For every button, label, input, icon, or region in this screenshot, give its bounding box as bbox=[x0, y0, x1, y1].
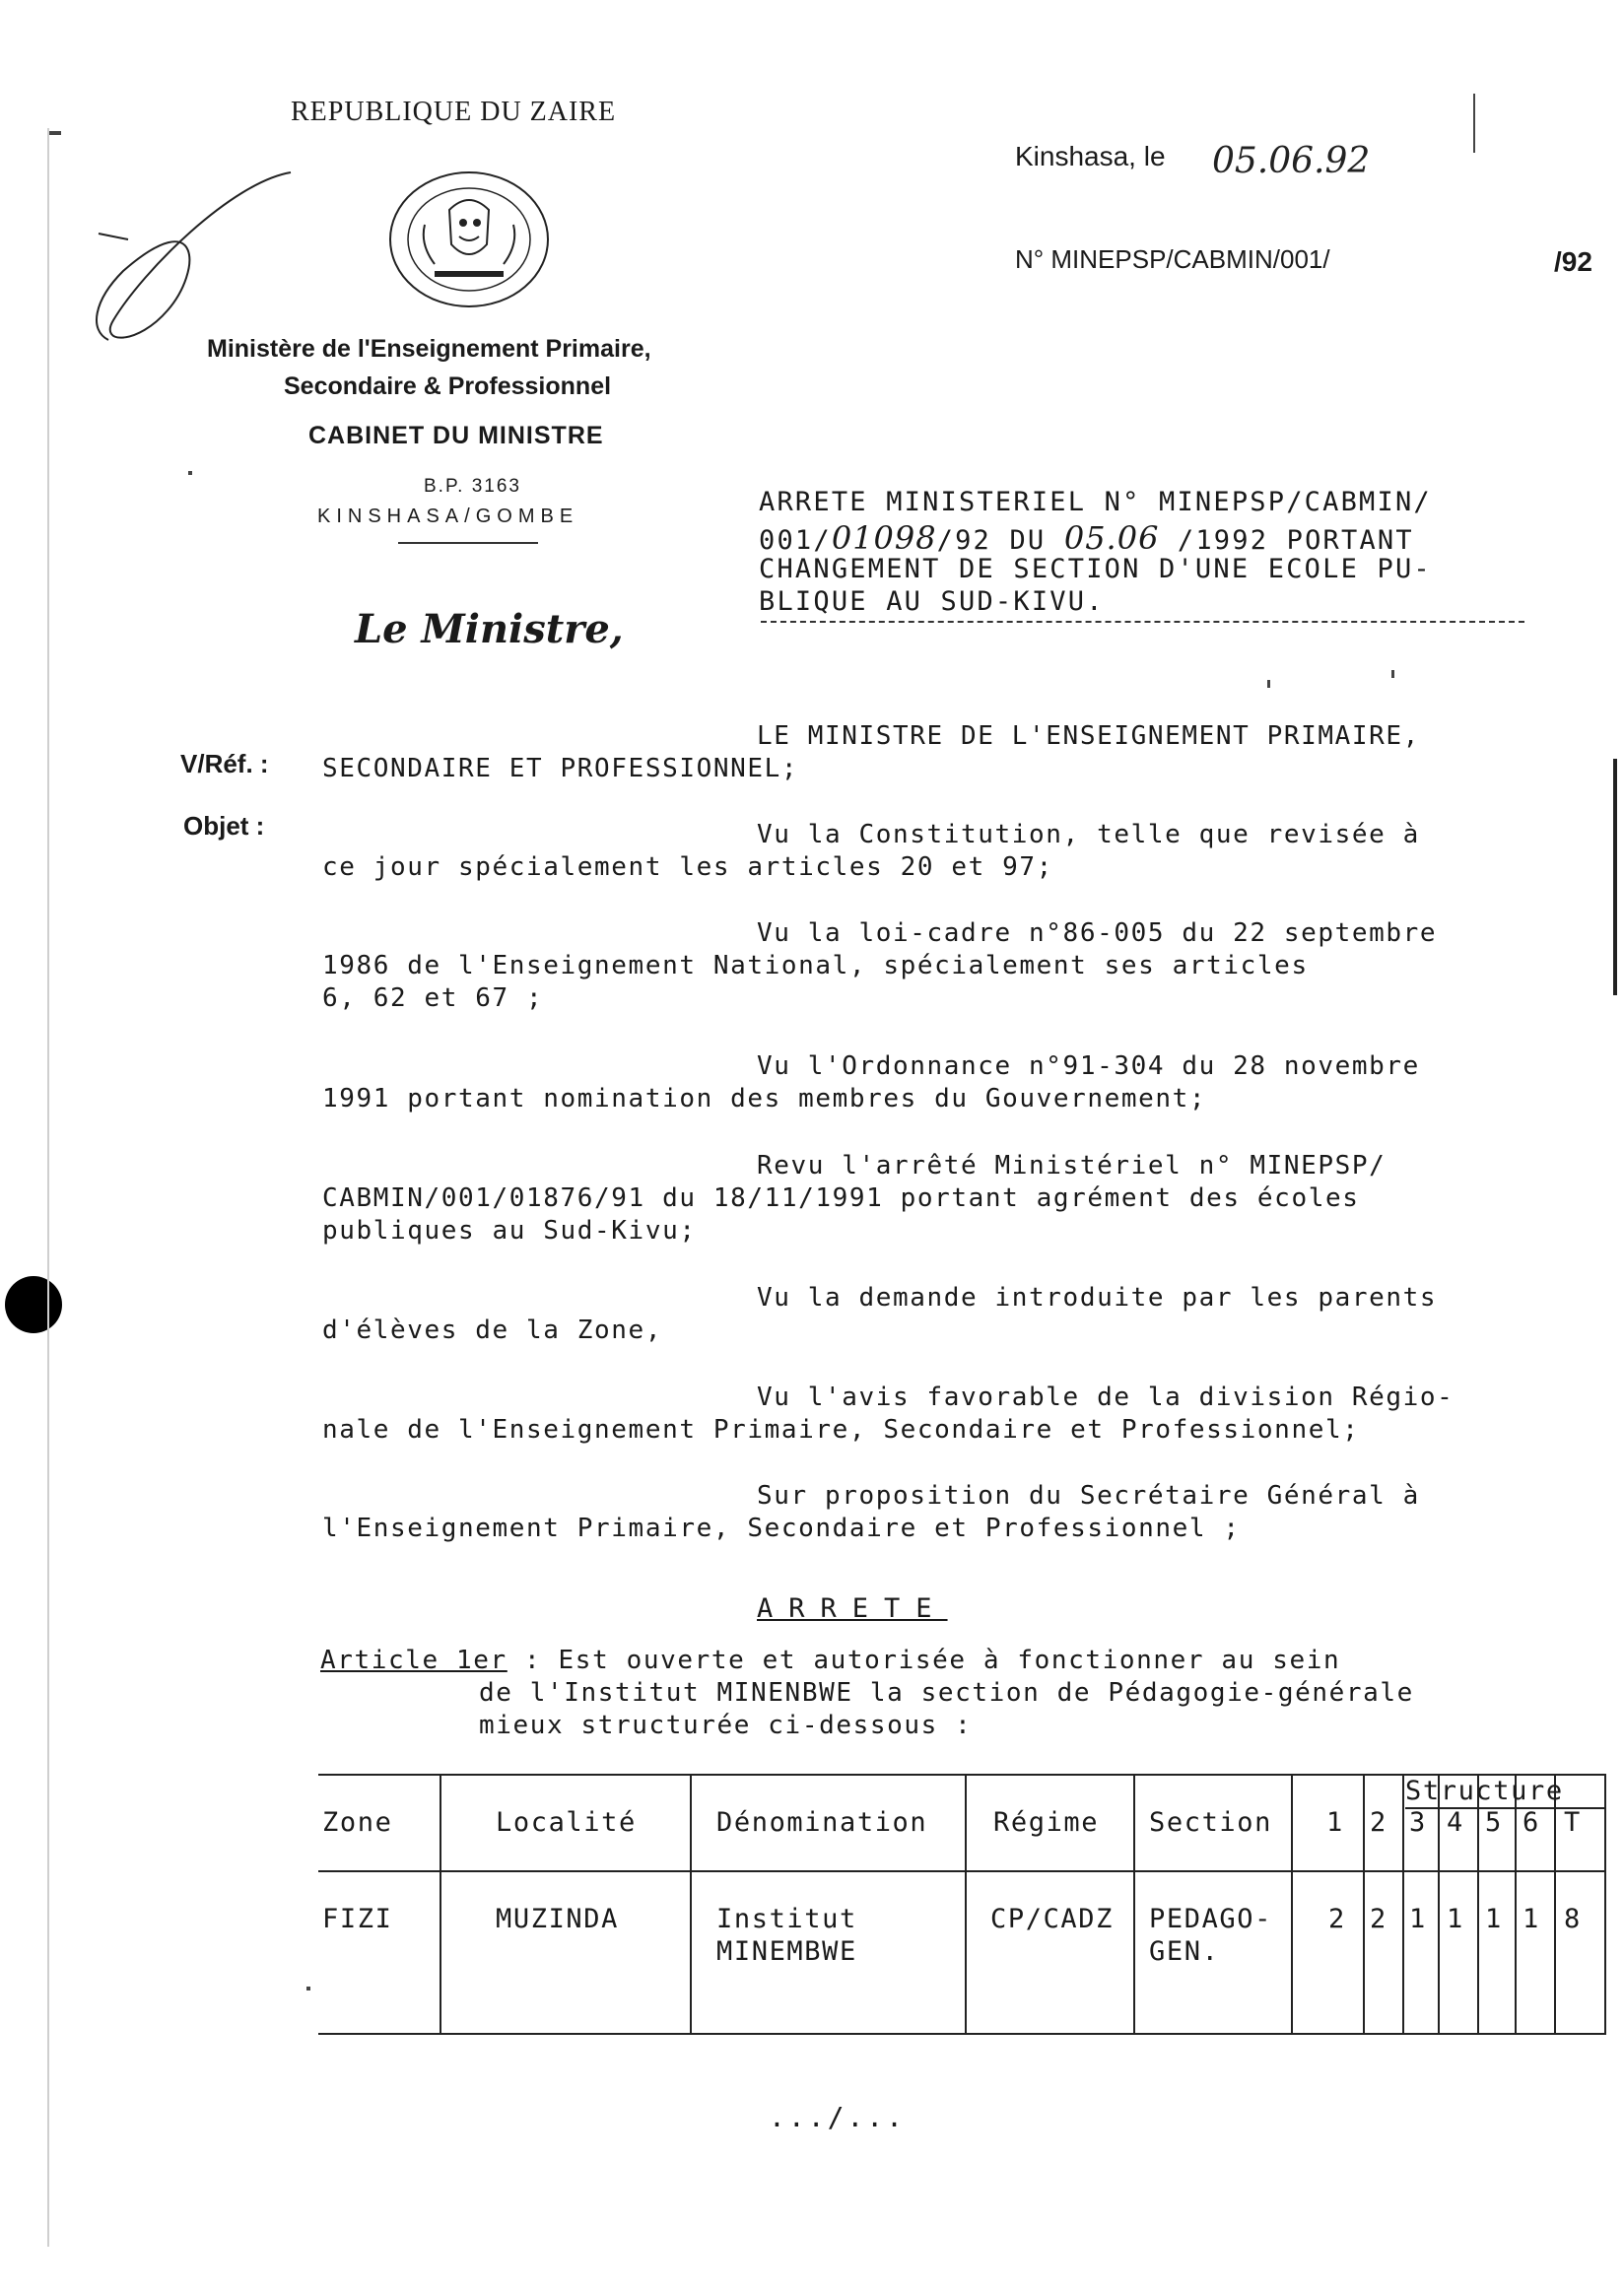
scan-speck bbox=[188, 471, 192, 475]
republic-heading: REPUBLIQUE DU ZAIRE bbox=[291, 97, 617, 127]
cell-year-2: 2 bbox=[1370, 1904, 1387, 1934]
date-handwritten: 05.06.92 bbox=[1212, 141, 1371, 181]
title-line4: BLIQUE AU SUD-KIVU. bbox=[759, 586, 1105, 617]
header-year-2: 2 bbox=[1370, 1807, 1387, 1838]
scan-speck bbox=[47, 131, 61, 135]
header-localite: Localité bbox=[496, 1807, 637, 1838]
punch-hole-mark bbox=[5, 1276, 62, 1333]
body-line: Vu la demande introduite par les parents bbox=[757, 1283, 1438, 1313]
header-regime: Régime bbox=[993, 1807, 1100, 1838]
cell-denomination: Institut bbox=[716, 1904, 857, 1934]
cell-denomination: MINEMBWE bbox=[716, 1936, 857, 1967]
col-divider bbox=[1438, 1774, 1440, 2035]
col-divider bbox=[690, 1774, 692, 2035]
col-divider bbox=[1554, 1774, 1556, 2035]
body-line: CABMIN/001/01876/91 du 18/11/1991 portant agrément des écoles bbox=[322, 1183, 1360, 1213]
vref-label: V/Réf. : bbox=[180, 749, 269, 778]
header-structure: Structure bbox=[1405, 1776, 1564, 1806]
date-label: Kinshasa, le bbox=[1015, 141, 1166, 171]
body-line: Vu la Constitution, telle que revisée à bbox=[757, 820, 1420, 849]
cell-total: 8 bbox=[1564, 1904, 1582, 1934]
minister-heading: Le Ministre, bbox=[355, 606, 624, 652]
title-line1: ARRETE MINISTERIEL N° MINEPSP/CABMIN/ bbox=[759, 487, 1432, 517]
cell-year-5: 1 bbox=[1485, 1904, 1503, 1934]
scan-speck bbox=[306, 1987, 310, 1990]
table-border-bottom bbox=[318, 2033, 1606, 2035]
col-divider bbox=[1515, 1774, 1517, 2035]
header-year-1: 1 bbox=[1326, 1807, 1344, 1838]
cell-regime: CP/CADZ bbox=[990, 1904, 1114, 1934]
body-line: Vu la loi-cadre n°86-005 du 22 septembre bbox=[757, 918, 1438, 948]
divider bbox=[398, 542, 538, 544]
col-divider bbox=[1477, 1774, 1479, 2035]
header-total: T bbox=[1564, 1807, 1582, 1838]
col-divider bbox=[1291, 1774, 1293, 2035]
body-line: 1986 de l'Enseignement National, spécialement ses articles bbox=[322, 951, 1309, 980]
title-line2 bbox=[759, 519, 1414, 557]
cell-year-4: 1 bbox=[1447, 1904, 1464, 1934]
ministry-name-line1: Ministère de l'Enseignement Primaire, bbox=[207, 335, 651, 363]
header-denomination: Dénomination bbox=[716, 1807, 928, 1838]
body-line: d'élèves de la Zone, bbox=[322, 1316, 663, 1345]
title-line3: CHANGEMENT DE SECTION D'UNE ECOLE PU- bbox=[759, 554, 1432, 584]
body-line: Revu l'arrêté Ministériel n° MINEPSP/ bbox=[757, 1151, 1387, 1181]
body-line: nale de l'Enseignement Primaire, Secondaire et Professionnel; bbox=[322, 1415, 1360, 1445]
body-line: Vu l'avis favorable de la division Régio- bbox=[757, 1383, 1455, 1412]
cell-year-6: 1 bbox=[1522, 1904, 1540, 1934]
header-section: Section bbox=[1149, 1807, 1272, 1838]
col-divider bbox=[1133, 1774, 1135, 2035]
scan-edge-line bbox=[1613, 759, 1617, 995]
title-line2-post: /1992 PORTANT bbox=[1159, 525, 1414, 556]
body-line: Sur proposition du Secrétaire Général à bbox=[757, 1481, 1420, 1511]
continuation-marker: .../... bbox=[769, 2101, 907, 2133]
header-year-3: 3 bbox=[1409, 1807, 1427, 1838]
cell-zone: FIZI bbox=[322, 1904, 393, 1934]
title-divider bbox=[761, 621, 1524, 623]
body-line: SECONDAIRE ET PROFESSIONNEL; bbox=[322, 754, 799, 783]
scan-speck bbox=[1391, 670, 1394, 678]
reference-number: N° MINEPSP/CABMIN/001/ bbox=[1015, 244, 1330, 274]
article-label: Article 1er bbox=[320, 1646, 508, 1675]
cabinet-heading: CABINET DU MINISTRE bbox=[308, 422, 604, 449]
cell-section: GEN. bbox=[1149, 1936, 1220, 1967]
scan-speck bbox=[1267, 680, 1270, 688]
title-line2-mid: /92 DU bbox=[936, 525, 1064, 556]
header-zone: Zone bbox=[322, 1807, 393, 1838]
article-text: : Est ouverte et autorisée à fonctionner au sein bbox=[507, 1646, 1341, 1675]
body-line: publiques au Sud-Kivu; bbox=[322, 1216, 697, 1246]
school-structure-table bbox=[318, 1774, 1606, 2035]
cell-year-3: 1 bbox=[1409, 1904, 1427, 1934]
official-seal bbox=[380, 166, 558, 313]
cell-section: PEDAGO- bbox=[1149, 1904, 1272, 1934]
postal-city: KINSHASA/GOMBE bbox=[317, 506, 579, 527]
scan-speck bbox=[1473, 94, 1475, 153]
scan-margin-line bbox=[47, 128, 49, 2247]
objet-label: Objet : bbox=[183, 811, 265, 841]
postal-box: B.P. 3163 bbox=[424, 476, 522, 497]
body-line: ce jour spécialement les articles 20 et 97; bbox=[322, 852, 1053, 882]
article-line1 bbox=[320, 1646, 1340, 1675]
col-divider bbox=[1402, 1774, 1404, 2035]
title-line2-pre: 001/ bbox=[759, 525, 832, 556]
signature-handwritten bbox=[84, 163, 310, 350]
table-border-right bbox=[1604, 1774, 1606, 2035]
ministry-name-line2: Secondaire & Professionnel bbox=[284, 372, 612, 400]
table-header-divider bbox=[318, 1870, 1606, 1872]
arrete-heading: ARRETE bbox=[757, 1593, 948, 1624]
article-line3: mieux structurée ci-dessous : bbox=[479, 1711, 973, 1740]
col-divider bbox=[440, 1774, 441, 2035]
decree-date-handwritten: 05.06 bbox=[1063, 519, 1160, 557]
col-divider bbox=[965, 1774, 967, 2035]
col-divider bbox=[1363, 1774, 1365, 2035]
header-year-5: 5 bbox=[1485, 1807, 1503, 1838]
header-year-6: 6 bbox=[1522, 1807, 1540, 1838]
body-line: 6, 62 et 67 ; bbox=[322, 983, 544, 1013]
reference-suffix: /92 bbox=[1554, 246, 1592, 277]
cell-year-1: 2 bbox=[1328, 1904, 1346, 1934]
body-line: LE MINISTRE DE L'ENSEIGNEMENT PRIMAIRE, bbox=[757, 721, 1420, 751]
header-year-4: 4 bbox=[1447, 1807, 1464, 1838]
article-line2: de l'Institut MINENBWE la section de Pédagogie-générale bbox=[479, 1678, 1414, 1708]
body-line: Vu l'Ordonnance n°91-304 du 28 novembre bbox=[757, 1051, 1420, 1081]
body-line: 1991 portant nomination des membres du Gouvernement; bbox=[322, 1084, 1207, 1113]
cell-localite: MUZINDA bbox=[496, 1904, 619, 1934]
body-line: l'Enseignement Primaire, Secondaire et Professionnel ; bbox=[322, 1514, 1241, 1543]
decree-number-handwritten: 01098 bbox=[831, 519, 937, 557]
